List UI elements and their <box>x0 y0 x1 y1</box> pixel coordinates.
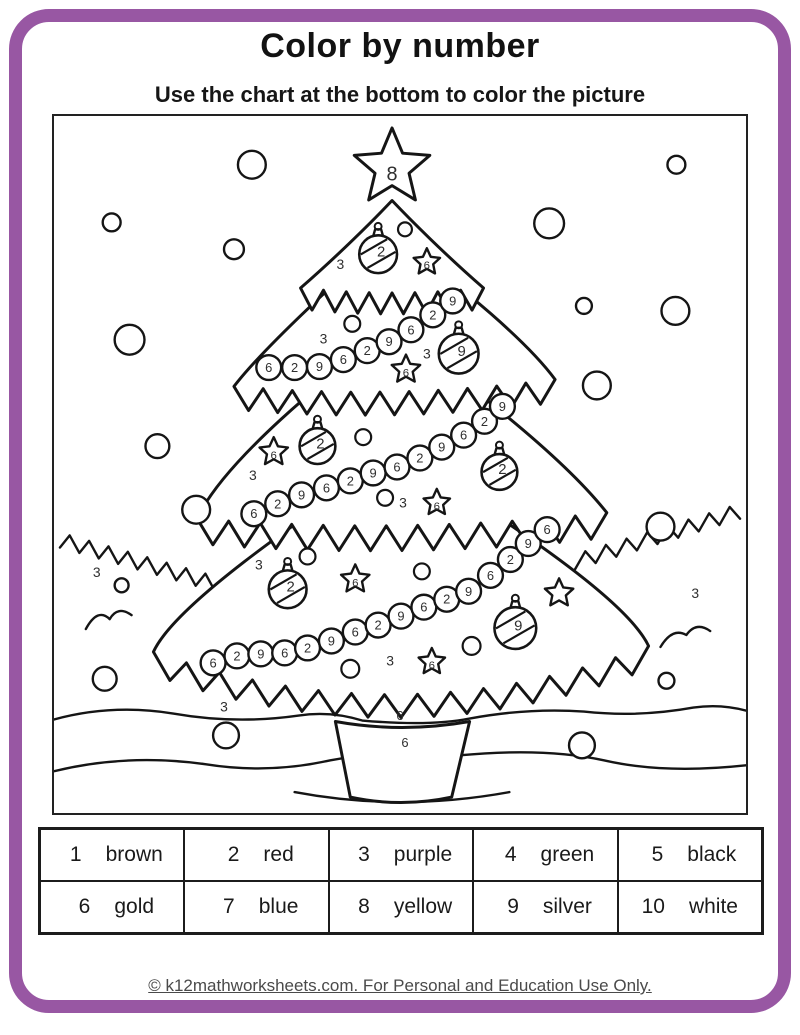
foliage-number: 3 <box>220 698 228 715</box>
garland-bead-number: 9 <box>524 536 532 552</box>
garland-bead-number: 6 <box>543 522 551 538</box>
garland-bead-number: 6 <box>407 322 415 338</box>
coloring-picture-frame <box>52 114 748 815</box>
legend-color-name: green <box>540 843 595 866</box>
tree-dot <box>414 563 430 579</box>
left-bush-arcs <box>86 611 132 629</box>
garland-bead-number: 2 <box>506 551 514 567</box>
pot-number: 6 <box>396 708 404 724</box>
snowball <box>103 213 121 231</box>
legend-cell <box>618 829 762 881</box>
legend-cell <box>329 829 473 881</box>
foliage-number: 3 <box>248 466 257 483</box>
tree-dot <box>398 222 412 236</box>
snowball <box>224 239 244 259</box>
garland-bead-number: 2 <box>480 413 489 429</box>
tree-pot <box>335 722 469 803</box>
small-star-number: 6 <box>402 367 410 380</box>
legend-color-name: gold <box>114 895 155 918</box>
garland-bead-number: 6 <box>265 360 273 376</box>
legend-cell <box>329 881 473 933</box>
legend-cell <box>618 881 762 933</box>
ornament-number: 2 <box>376 244 386 261</box>
ornament-number: 9 <box>457 343 466 360</box>
garland-bead-number: 6 <box>339 352 347 368</box>
snowball <box>182 496 210 524</box>
foliage-number: 3 <box>319 330 328 347</box>
garland-bead-number: 2 <box>416 450 424 466</box>
legend-number: 8 <box>358 895 370 918</box>
garland-bead-number: 2 <box>233 648 241 664</box>
garland-bead-number: 6 <box>460 427 468 443</box>
pot-number: 6 <box>401 734 409 750</box>
garland-bead-number: 9 <box>315 359 324 375</box>
garland-bead-number: 9 <box>257 646 265 662</box>
garland-bead-number: 9 <box>297 487 306 503</box>
legend-number: 9 <box>507 895 519 918</box>
legend-color-name: purple <box>393 843 453 866</box>
snowball <box>583 372 611 400</box>
ornament-number: 2 <box>498 462 507 479</box>
garland-bead-number: 6 <box>486 567 495 583</box>
snowball <box>659 673 675 689</box>
tree-dot <box>355 429 371 445</box>
garland-bead-number: 9 <box>397 608 405 624</box>
garland-bead-number: 2 <box>346 473 354 489</box>
tree-dot <box>341 660 359 678</box>
garland-bead-number: 9 <box>449 293 457 309</box>
garland-bead-number: 9 <box>438 439 446 455</box>
tree-dot <box>300 549 316 565</box>
garland-bead-number: 9 <box>465 583 473 599</box>
garland-bead-number: 6 <box>281 645 289 661</box>
footer <box>0 976 800 996</box>
garland-bead-number: 2 <box>443 591 451 607</box>
legend-cell <box>184 881 328 933</box>
snowball <box>213 723 239 749</box>
page-subtitle: Use the chart at the bottom to color the picture <box>154 82 646 107</box>
legend-color-name: black <box>687 843 737 866</box>
left-bush <box>60 535 215 591</box>
garland-bead-number: 2 <box>363 343 371 359</box>
right-bush-arcs <box>660 627 710 647</box>
foliage-number: 3 <box>336 256 345 273</box>
garland-bead-number: 9 <box>498 398 507 414</box>
garland-bead-number: 2 <box>429 307 437 323</box>
foliage-number: 3 <box>399 494 407 511</box>
legend-color-name: blue <box>258 895 299 918</box>
page-title: Color by number <box>260 27 540 65</box>
small-star-number: 6 <box>270 450 277 463</box>
legend-cell <box>473 829 617 881</box>
foliage-number: 3 <box>386 652 394 669</box>
legend-cell <box>40 881 184 933</box>
ornament-number: 2 <box>316 436 325 453</box>
legend-color-name: silver <box>542 895 592 918</box>
legend-number: 2 <box>227 843 240 866</box>
garland-bead-number: 2 <box>291 360 299 376</box>
legend-number: 5 <box>651 843 664 866</box>
legend-number: 7 <box>223 895 235 918</box>
snowball <box>145 434 169 458</box>
christmas-tree-picture <box>54 116 746 813</box>
foliage-number: 3 <box>691 585 700 602</box>
small-star-number: 6 <box>423 260 431 273</box>
legend-number: 3 <box>358 843 370 866</box>
snowball <box>238 151 266 179</box>
garland-bead-number: 6 <box>322 480 331 496</box>
tree-dot <box>377 490 393 506</box>
legend-number: 6 <box>78 895 91 918</box>
legend-cell <box>40 829 184 881</box>
small-star-number: 6 <box>352 577 359 590</box>
foliage-number: 3 <box>92 564 101 581</box>
snowball <box>115 325 145 355</box>
snowball <box>569 732 595 758</box>
garland-bead-number: 9 <box>369 465 377 481</box>
color-legend-table <box>38 827 764 935</box>
foliage-number: 3 <box>254 556 263 573</box>
tree-dot <box>463 637 481 655</box>
garland-bead-number: 2 <box>274 496 282 512</box>
tree-top-star-number: 8 <box>386 163 398 186</box>
snowball <box>647 513 675 541</box>
legend-color-name: white <box>688 895 738 918</box>
tree-dot <box>344 316 360 332</box>
garland-bead-number: 9 <box>327 633 335 649</box>
garland-bead-number: 6 <box>393 459 401 475</box>
snowball <box>667 156 685 174</box>
garland-bead-number: 6 <box>209 655 217 671</box>
foliage-number: 3 <box>422 345 431 362</box>
snowball <box>661 297 689 325</box>
small-star-number: 6 <box>433 500 440 513</box>
legend-cell <box>473 881 617 933</box>
garland-bead-number: 9 <box>385 334 393 350</box>
footer-link[interactable]: © k12mathworksheets.com. For Personal and Education Use Only. <box>148 976 652 995</box>
snowball <box>93 667 117 691</box>
garland-bead-number: 2 <box>374 617 382 633</box>
garland-bead-number: 6 <box>351 624 359 640</box>
legend-number: 10 <box>641 895 665 918</box>
legend-cell <box>184 829 328 881</box>
snowball <box>576 298 592 314</box>
ornament-number: 2 <box>286 579 295 596</box>
legend-number: 1 <box>69 843 82 866</box>
small-star-number: 6 <box>428 659 435 672</box>
legend-color-name: red <box>263 843 294 866</box>
snowball <box>534 208 564 238</box>
garland-bead-number: 6 <box>250 506 258 522</box>
legend-color-name: yellow <box>393 895 453 918</box>
snowball <box>115 578 129 592</box>
ornament-number: 9 <box>514 618 523 635</box>
legend-number: 4 <box>504 843 517 866</box>
legend-color-name: brown <box>105 843 163 866</box>
garland-bead-number: 6 <box>420 599 428 615</box>
garland-bead-number: 2 <box>303 640 312 656</box>
